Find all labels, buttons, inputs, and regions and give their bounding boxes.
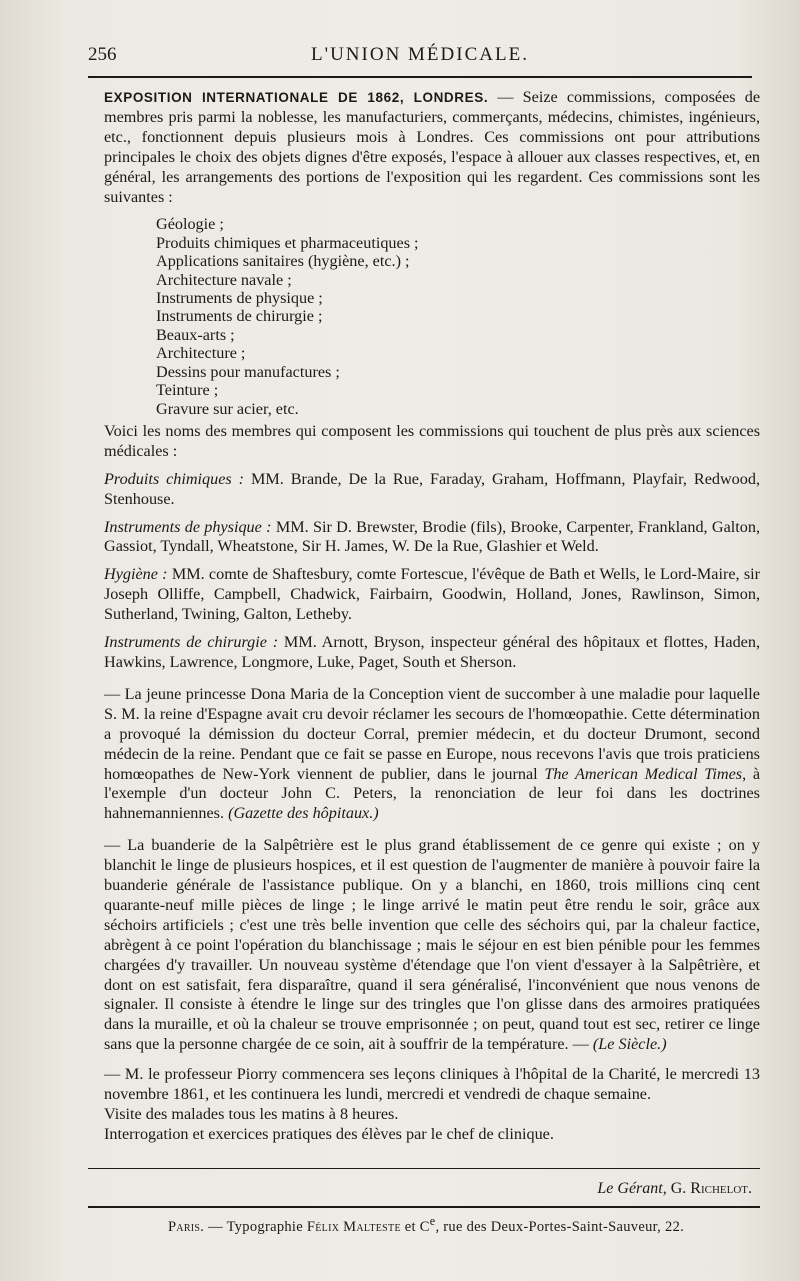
buanderie-paragraph bbox=[104, 836, 760, 1055]
princesse-text-after: , à l'exemple d'un docteur John C. Peters, la renonciation de leur foi dans les doctrines hahnemanniennes. bbox=[104, 764, 760, 823]
gerant-label: Le Gérant bbox=[597, 1180, 663, 1197]
imprint-city: Paris. bbox=[167, 1218, 205, 1235]
footer-rule-thick bbox=[88, 1206, 760, 1208]
source-citation: (Gazette des hôpitaux.) bbox=[228, 804, 379, 823]
source-citation: (Le Siècle.) bbox=[592, 1035, 667, 1054]
imprint-sup: e bbox=[429, 1214, 436, 1228]
members-group bbox=[104, 633, 760, 673]
page-number: 256 bbox=[88, 44, 117, 65]
list-item: Instruments de physique ; bbox=[156, 289, 323, 308]
piorry-visits: Visite des malades tous les matins à 8 heures. bbox=[104, 1105, 399, 1123]
list-item: Beaux-arts ; bbox=[156, 325, 235, 344]
page-header bbox=[88, 44, 752, 72]
commission-list bbox=[156, 215, 760, 417]
group-names: MM. Sir D. Brewster, Brodie (fils), Brooke, Carpenter, Frankland, Galton, Gassiot, Tyndall, Wheatstone, Sir H. James, W. De la Rue, Glashier et Weld. bbox=[104, 517, 760, 556]
princesse-text: — La jeune princesse Dona Maria de la Conception vient de succomber à une maladie pour laquelle S. M. la reine d'Espagne avait cru devoir réclamer les secours de l'homœopathie. Cette détermination a provoqué la démission du docteur Corral, premier médecin, et du docteur Drumont, second médecin de la reine. Pendant que ce fait se passe en Europe, nous recevons l'avis que trois praticiens homœopathes de New-York viennent de publier, dans le journal bbox=[104, 684, 760, 783]
article-column bbox=[104, 88, 760, 1145]
exposition-heading: EXPOSITION INTERNATIONALE DE 1862, LONDRES. bbox=[104, 90, 489, 105]
list-item: Teinture ; bbox=[156, 381, 219, 400]
group-label: Instruments de physique : bbox=[104, 517, 272, 536]
piorry-exercises: Interrogation et exercices pratiques des élèves par le chef de clinique. bbox=[104, 1124, 554, 1143]
list-item: Géologie ; bbox=[156, 215, 224, 234]
list-item: Instruments de chirurgie ; bbox=[156, 307, 323, 326]
footer-rule bbox=[88, 1168, 760, 1169]
piorry-paragraph: — M. le professeur Piorry commencera ses leçons cliniques à l'hôpital de la Charité, le mercredi 13 novembre 1861, et les continuera les lundi, mercredi et vendredi de chaque semaine. bbox=[104, 1065, 760, 1104]
members-intro: Voici les noms des membres qui composent les commissions qui touchent de plus près aux sciences médicales : bbox=[104, 421, 760, 460]
header-rule bbox=[88, 76, 752, 78]
exposition-text: — Seize commissions, composées de membres pris parmi la noblesse, les manufacturiers, commerçants, médecins, chimistes, ingénieurs, etc., fonctionnent depuis plusieurs mois à Londres. Ces commissions ont pour attributions principales le choix des objets dignes d'être exposés, l'espace à allouer aux classes respectives, et, en général, les arrangements des portions de l'exposition qui les regardent. Ces commissions sont les suivantes : bbox=[104, 88, 760, 206]
imprint-text: — Typographie bbox=[204, 1218, 307, 1235]
buanderie-text: — La buanderie de la Salpêtrière est le plus grand établissement de ce genre qui existe ; on y blanchit le linge de plusieurs hospices, et il est question de l'augmenter de manière à pouvoir faire la buanderie générale de l'assistance publique. On y a blanchi, en 1860, trois millions cinq cent quarante-neuf mille pièces de linge ; le linge arrivé le matin peut être rendu le soir, grâce aux séchoirs artificiels ; c'est une très belle invention que celle des séchoirs qui, par la chaleur factice, abrègent à ce point l'opération du blanchissage ; mais le séjour en est bien pénible pour les femmes chargées d'y travailler. Un nouveau système d'étendage que l'on vient d'essayer à la Salpêtrière, et dont on est satisfait, fera disparaître, quand il sera généralisé, l'inconvénient que nous venons de signaler. Il consiste à étendre le linge sur des tringles que l'on glisse dans des armoires pratiquées dans la muraille, et où la chaleur se trouve emprisonnée ; on peut, quand tout est sec, retirer ce linge sans que la personne chargée de ce soin, ait à souffrir de la température. — bbox=[104, 836, 760, 1054]
group-label: Instruments de chirurgie : bbox=[104, 633, 279, 652]
group-names: MM. comte de Shaftesbury, comte Fortescue, l'évêque de Bath et Wells, le Lord-Maire, sir Joseph Olliffe, Campbell, Chadwick, Fairbairn, Goodwin, Holland, Jones, Rawlinson, Simon, Sutherland, Twining, Galton, Letheby. bbox=[104, 565, 761, 624]
printer-imprint bbox=[100, 1214, 752, 1236]
group-names: MM. Brande, De la Rue, Faraday, Graham, Hoffmann, Playfair, Redwood, Stenhouse. bbox=[104, 469, 760, 508]
list-item: Architecture navale ; bbox=[156, 270, 292, 289]
imprint-text: et C bbox=[400, 1218, 430, 1235]
group-label: Hygiène : bbox=[104, 565, 168, 584]
imprint-address: , rue des Deux-Portes-Saint-Sauveur, 22. bbox=[435, 1218, 685, 1235]
gerant-name: , G. Richelot. bbox=[662, 1180, 752, 1197]
list-item: Dessins pour manufactures ; bbox=[156, 362, 340, 381]
members-group bbox=[104, 518, 760, 558]
list-item: Gravure sur acier, etc. bbox=[156, 399, 299, 418]
list-item: Architecture ; bbox=[156, 344, 246, 363]
list-item: Applications sanitaires (hygiène, etc.) ; bbox=[156, 252, 410, 271]
members-group bbox=[104, 470, 760, 510]
members-group bbox=[104, 565, 760, 625]
journal-title: The American Medical Times bbox=[544, 764, 743, 783]
princesse-paragraph bbox=[104, 685, 760, 824]
list-item: Produits chimiques et pharmaceutiques ; bbox=[156, 233, 419, 252]
running-title: L'UNION MÉDICALE. bbox=[311, 44, 529, 65]
gerant-signature bbox=[100, 1180, 752, 1198]
exposition-paragraph bbox=[104, 88, 760, 207]
group-label: Produits chimiques : bbox=[104, 469, 245, 488]
group-names: MM. Arnott, Bryson, inspecteur général des hôpitaux et flottes, Haden, Hawkins, Lawrence, Longmore, Luke, Paget, South et Sherson. bbox=[104, 633, 760, 671]
imprint-printer: Félix Malteste bbox=[306, 1218, 401, 1235]
